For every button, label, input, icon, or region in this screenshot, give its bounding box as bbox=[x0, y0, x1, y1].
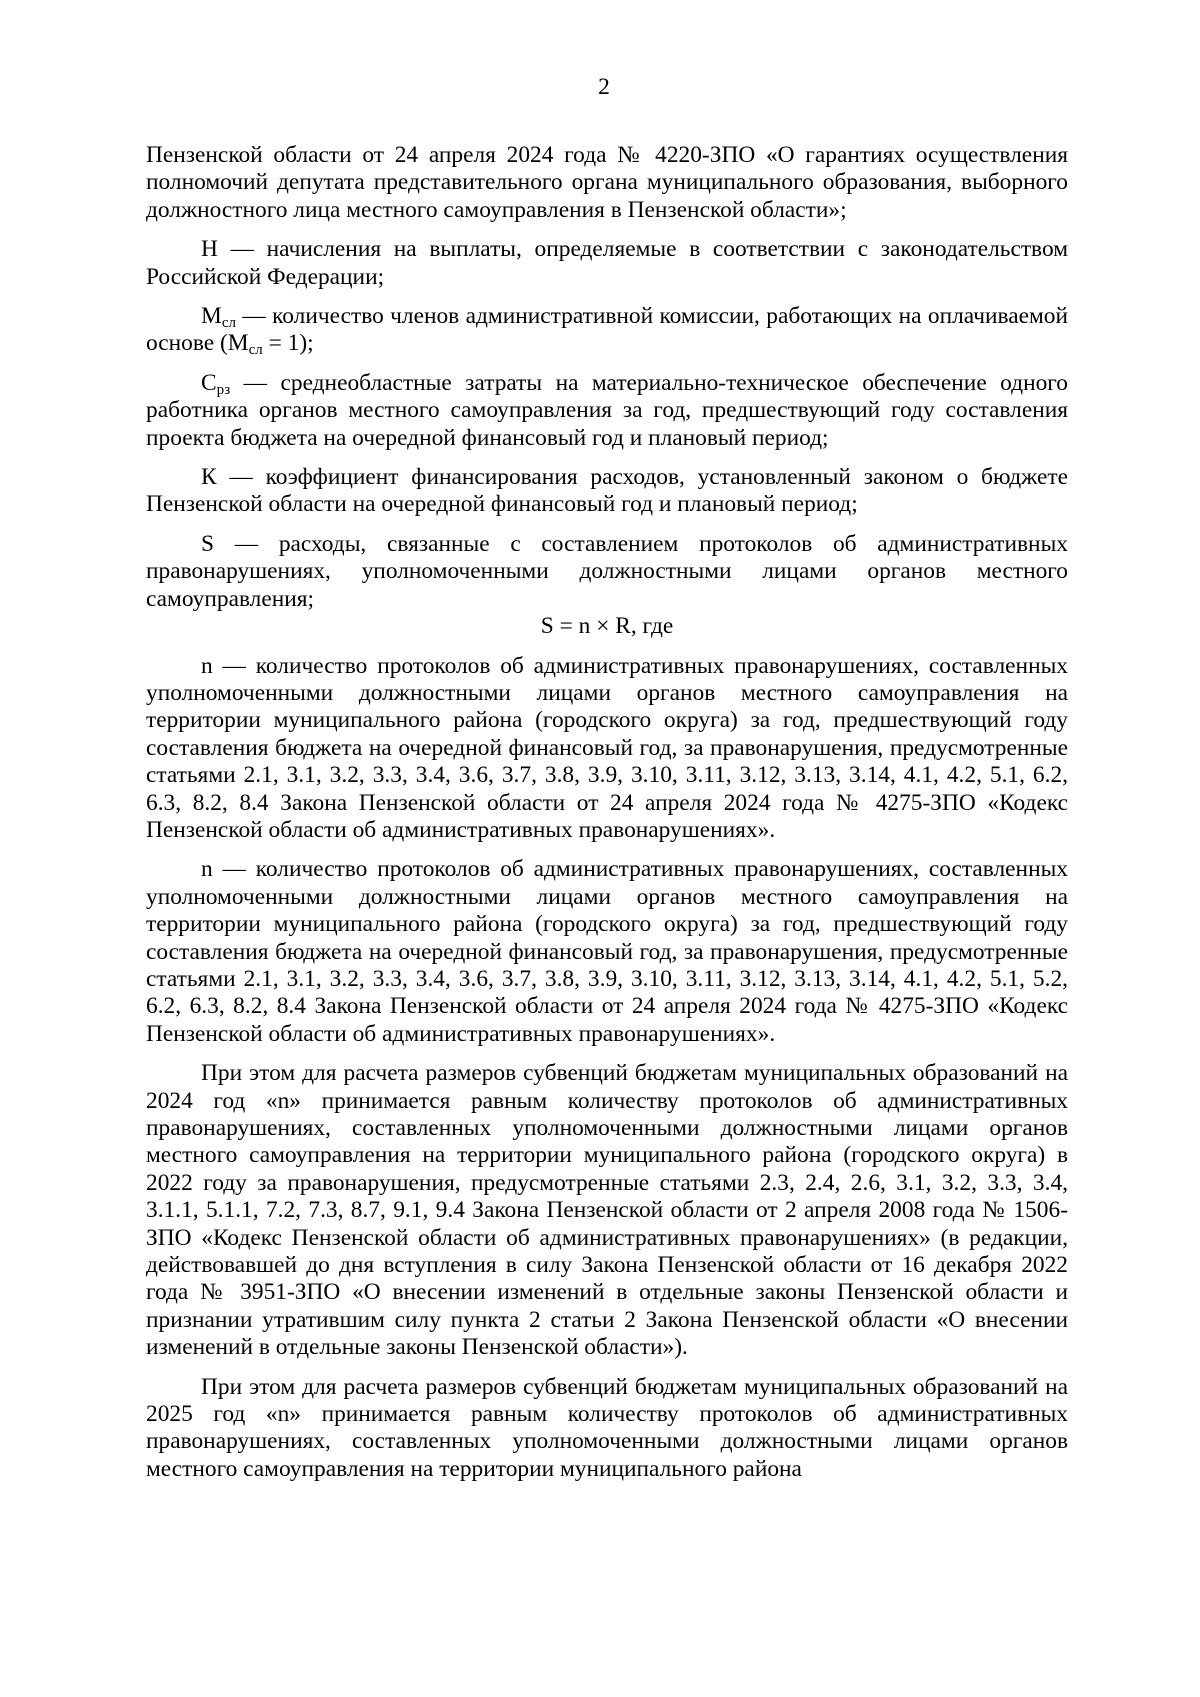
paragraph-definition-s-expenses: S — расходы, связанные с составлением протоколов об административных правонарушениях, уполномоченными должностными лицами органов местного самоуправления; bbox=[146, 530, 1068, 612]
paragraph-2025-calculation: При этом для расчета размеров субвенций бюджетам муниципальных образований на 2025 год «n» принимается равным количеству протоколов об административных правонарушениях, составленных уполномоченными должностными лицами органов местного самоуправления на территории муниципального района bbox=[146, 1373, 1068, 1482]
symbol-m: М bbox=[201, 303, 222, 330]
paragraph-definition-m-members bbox=[146, 303, 1068, 358]
definition-m-text-a: — количество членов административной комиссии, работающих на оплачиваемой основе (М bbox=[146, 303, 1068, 357]
paragraph-definition-c-costs bbox=[146, 370, 1068, 452]
definition-c-text: — среднеобластные затраты на материально-техническое обеспечение одного работника органов местного самоуправления за год, предшествующий году составления проекта бюджета на очередной финансовый год и плановый период; bbox=[146, 369, 1068, 451]
paragraph-definition-n-protocols-1: n — количество протоколов об административных правонарушениях, составленных уполномоченными должностными лицами органов местного самоуправления на территории муниципального района (городского округа) за год, предшествующий году составления бюджета на очередной финансовый год, за правонарушения, предусмотренные статьями 2.1, 3.1, 3.2, 3.3, 3.4, 3.6, 3.7, 3.8, 3.9, 3.10, 3.11, 3.12, 3.13, 3.14, 4.1, 4.2, 5.1, 6.2, 6.3, 8.2, 8.4 Закона Пензенской области от 24 апреля 2024 года № 4275-ЗПО «Кодекс Пензенской области об административных правонарушениях». bbox=[146, 652, 1068, 843]
definition-m-text-b: = 1); bbox=[262, 330, 314, 357]
paragraph-definition-n-charges: Н — начисления на выплаты, определяемые в соответствии с законодательством Российской Федерации; bbox=[146, 236, 1068, 290]
paragraph-2024-calculation: При этом для расчета размеров субвенций бюджетам муниципальных образований на 2024 год «n» принимается равным количеству протоколов об административных правонарушениях, составленных уполномоченными должностными лицами органов местного самоуправления на территории муниципального района (городского округа) в 2022 году за правонарушения, предусмотренные статьями 2.3, 2.4, 2.6, 3.1, 3.2, 3.3, 3.4, 3.1.1, 5.1.1, 7.2, 7.3, 8.7, 9.1, 9.4 Закона Пензенской области от 2 апреля 2008 года № 1506-ЗПО «Кодекс Пензенской области об административных правонарушениях» (в редакции, действовавшей до дня вступления в силу Закона Пензенской области от 16 декабря 2022 года № 3951-ЗПО «О внесении изменений в отдельные законы Пензенской области и признании утратившим силу пункта 2 статьи 2 Закона Пензенской области «О внесении изменений в отдельные законы Пензенской области»). bbox=[146, 1060, 1068, 1361]
paragraph-definition-k-coefficient: К — коэффициент финансирования расходов, установленный законом о бюджете Пензенской области на очередной финансовый год и плановый период; bbox=[146, 464, 1068, 518]
symbol-c: С bbox=[201, 369, 217, 396]
page-number: 2 bbox=[598, 74, 610, 100]
symbol-c-subscript: рз bbox=[216, 381, 231, 398]
symbol-m-subscript: сл bbox=[221, 315, 236, 332]
formula-s: S = n × R, где bbox=[540, 613, 674, 640]
document-body bbox=[146, 142, 1068, 1495]
definition-m-inline-subscript: сл bbox=[248, 342, 263, 359]
paragraph-definition-n-protocols-2: n — количество протоколов об административных правонарушениях, составленных уполномоченными должностными лицами органов местного самоуправления на территории муниципального района (городского округа) за год, предшествующий году составления бюджета на очередной финансовый год, за правонарушения, предусмотренные статьями 2.1, 3.1, 3.2, 3.3, 3.4, 3.6, 3.7, 3.8, 3.9, 3.10, 3.11, 3.12, 3.13, 3.14, 4.1, 4.2, 5.1, 5.2, 6.2, 6.3, 8.2, 8.4 Закона Пензенской области от 24 апреля 2024 года № 4275-ЗПО «Кодекс Пензенской области об административных правонарушениях». bbox=[146, 856, 1068, 1047]
paragraph-law-reference: Пензенской области от 24 апреля 2024 года № 4220-ЗПО «О гарантиях осуществления полномочий депутата представительного органа муниципального образования, выборного должностного лица местного самоуправления в Пензенской области»; bbox=[146, 142, 1068, 223]
